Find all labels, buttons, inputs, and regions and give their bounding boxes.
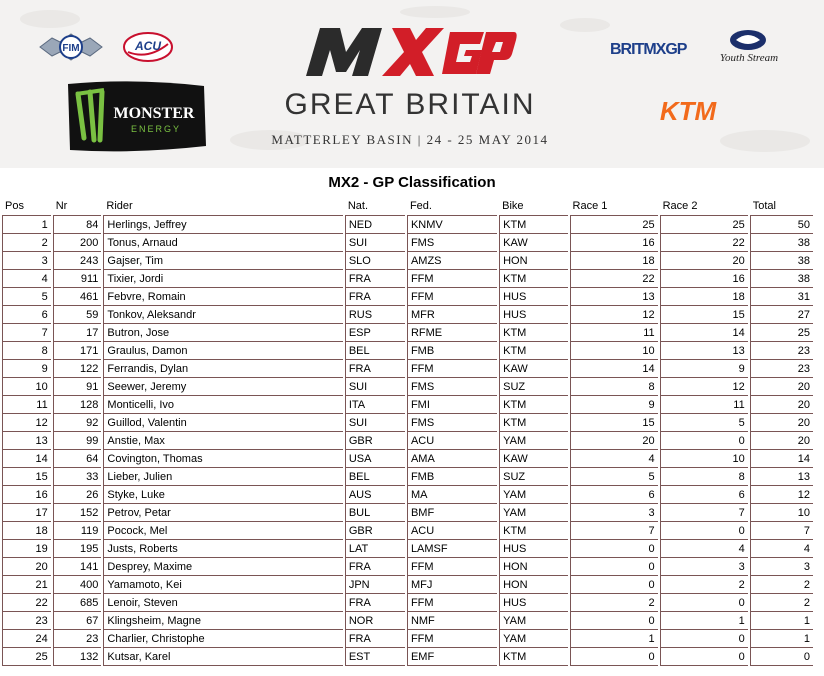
ktm-logo-text: KTM xyxy=(659,96,717,124)
cell-nat: RUS xyxy=(345,306,405,324)
cell-bike: SUZ xyxy=(499,378,567,396)
cell-total: 20 xyxy=(750,378,813,396)
cell-nat: FRA xyxy=(345,360,405,378)
cell-race2: 3 xyxy=(660,558,748,576)
cell-nat: JPN xyxy=(345,576,405,594)
cell-nr: 195 xyxy=(53,540,102,558)
cell-rider: Graulus, Damon xyxy=(103,342,342,360)
cell-race1: 18 xyxy=(570,252,658,270)
cell-race2: 8 xyxy=(660,468,748,486)
column-header-pos: Pos xyxy=(2,197,51,216)
cell-nat: GBR xyxy=(345,432,405,450)
monster-energy-logo xyxy=(64,80,210,154)
cell-pos: 9 xyxy=(2,360,51,378)
cell-nr: 92 xyxy=(53,414,102,432)
cell-race2: 15 xyxy=(660,306,748,324)
cell-fed: FMS xyxy=(407,378,497,396)
cell-fed: RFME xyxy=(407,324,497,342)
fim-logo-text: FIM xyxy=(62,43,80,54)
cell-pos: 8 xyxy=(2,342,51,360)
cell-bike: YAM xyxy=(499,504,567,522)
cell-pos: 18 xyxy=(2,522,51,540)
cell-nat: SUI xyxy=(345,414,405,432)
cell-total: 1 xyxy=(750,630,813,648)
table-header-row xyxy=(2,197,813,216)
table-row xyxy=(2,306,813,324)
cell-nat: FRA xyxy=(345,594,405,612)
svg-text:ENERGY: ENERGY xyxy=(130,124,182,134)
cell-total: 2 xyxy=(750,576,813,594)
cell-race2: 7 xyxy=(660,504,748,522)
cell-race1: 5 xyxy=(570,468,658,486)
table-row xyxy=(2,270,813,288)
cell-rider: Butron, Jose xyxy=(103,324,342,342)
table-row xyxy=(2,486,813,504)
cell-nat: AUS xyxy=(345,486,405,504)
cell-fed: FMI xyxy=(407,396,497,414)
cell-total: 20 xyxy=(750,414,813,432)
cell-total: 20 xyxy=(750,396,813,414)
cell-total: 14 xyxy=(750,450,813,468)
cell-fed: ACU xyxy=(407,432,497,450)
cell-rider: Justs, Roberts xyxy=(103,540,342,558)
column-header-race2: Race 2 xyxy=(660,197,748,216)
cell-rider: Charlier, Christophe xyxy=(103,630,342,648)
cell-total: 7 xyxy=(750,522,813,540)
cell-total: 20 xyxy=(750,432,813,450)
cell-fed: FMB xyxy=(407,342,497,360)
table-row xyxy=(2,288,813,306)
cell-nat: ITA xyxy=(345,396,405,414)
cell-race2: 22 xyxy=(660,234,748,252)
cell-bike: KAW xyxy=(499,450,567,468)
cell-fed: FFM xyxy=(407,288,497,306)
cell-race1: 0 xyxy=(570,540,658,558)
cell-total: 4 xyxy=(750,540,813,558)
cell-race1: 13 xyxy=(570,288,658,306)
cell-race2: 5 xyxy=(660,414,748,432)
cell-fed: MFR xyxy=(407,306,497,324)
cell-rider: Desprey, Maxime xyxy=(103,558,342,576)
cell-pos: 15 xyxy=(2,468,51,486)
column-header-rider: Rider xyxy=(103,197,342,216)
cell-pos: 11 xyxy=(2,396,51,414)
cell-race2: 2 xyxy=(660,576,748,594)
cell-bike: HON xyxy=(499,576,567,594)
cell-nr: 84 xyxy=(53,216,102,234)
cell-rider: Tonus, Arnaud xyxy=(103,234,342,252)
cell-bike: SUZ xyxy=(499,468,567,486)
cell-bike: HUS xyxy=(499,594,567,612)
cell-pos: 14 xyxy=(2,450,51,468)
cell-nat: BUL xyxy=(345,504,405,522)
event-country: GREAT BRITAIN xyxy=(284,88,536,121)
cell-nr: 911 xyxy=(53,270,102,288)
cell-total: 27 xyxy=(750,306,813,324)
cell-fed: EMF xyxy=(407,648,497,666)
cell-race1: 6 xyxy=(570,486,658,504)
cell-rider: Guillod, Valentin xyxy=(103,414,342,432)
cell-race2: 13 xyxy=(660,342,748,360)
cell-bike: KAW xyxy=(499,360,567,378)
cell-total: 50 xyxy=(750,216,813,234)
cell-pos: 22 xyxy=(2,594,51,612)
table-row xyxy=(2,432,813,450)
cell-fed: FMB xyxy=(407,468,497,486)
cell-race1: 10 xyxy=(570,342,658,360)
cell-bike: HON xyxy=(499,252,567,270)
cell-total: 0 xyxy=(750,648,813,666)
cell-rider: Tixier, Jordi xyxy=(103,270,342,288)
cell-pos: 12 xyxy=(2,414,51,432)
cell-race2: 1 xyxy=(660,612,748,630)
table-row xyxy=(2,504,813,522)
acu-logo-text: ACU xyxy=(135,39,161,53)
cell-nr: 132 xyxy=(53,648,102,666)
cell-fed: LAMSF xyxy=(407,540,497,558)
cell-rider: Lieber, Julien xyxy=(103,468,342,486)
cell-nr: 99 xyxy=(53,432,102,450)
cell-nr: 243 xyxy=(53,252,102,270)
cell-bike: KTM xyxy=(499,648,567,666)
youthstream-logo xyxy=(712,28,786,68)
cell-pos: 23 xyxy=(2,612,51,630)
cell-race1: 15 xyxy=(570,414,658,432)
cell-race2: 9 xyxy=(660,360,748,378)
cell-pos: 16 xyxy=(2,486,51,504)
column-header-fed: Fed. xyxy=(407,197,497,216)
cell-bike: KTM xyxy=(499,414,567,432)
table-row xyxy=(2,324,813,342)
cell-total: 3 xyxy=(750,558,813,576)
cell-race2: 0 xyxy=(660,432,748,450)
cell-nat: EST xyxy=(345,648,405,666)
cell-nr: 64 xyxy=(53,450,102,468)
cell-bike: KTM xyxy=(499,396,567,414)
column-header-nr: Nr xyxy=(53,197,102,216)
cell-nr: 171 xyxy=(53,342,102,360)
cell-race2: 25 xyxy=(660,216,748,234)
cell-total: 31 xyxy=(750,288,813,306)
cell-fed: NMF xyxy=(407,612,497,630)
cell-race2: 20 xyxy=(660,252,748,270)
cell-rider: Anstie, Max xyxy=(103,432,342,450)
cell-fed: FMS xyxy=(407,234,497,252)
cell-nr: 685 xyxy=(53,594,102,612)
cell-race1: 9 xyxy=(570,396,658,414)
cell-total: 23 xyxy=(750,342,813,360)
table-row xyxy=(2,558,813,576)
cell-bike: HON xyxy=(499,558,567,576)
cell-rider: Petrov, Petar xyxy=(103,504,342,522)
cell-total: 12 xyxy=(750,486,813,504)
cell-nr: 17 xyxy=(53,324,102,342)
cell-total: 2 xyxy=(750,594,813,612)
cell-fed: FFM xyxy=(407,558,497,576)
table-row xyxy=(2,234,813,252)
cell-fed: BMF xyxy=(407,504,497,522)
cell-nr: 122 xyxy=(53,360,102,378)
cell-rider: Monticelli, Ivo xyxy=(103,396,342,414)
cell-bike: KTM xyxy=(499,216,567,234)
cell-nr: 119 xyxy=(53,522,102,540)
cell-total: 25 xyxy=(750,324,813,342)
column-header-total: Total xyxy=(750,197,813,216)
table-row xyxy=(2,648,813,666)
cell-pos: 3 xyxy=(2,252,51,270)
cell-nr: 128 xyxy=(53,396,102,414)
cell-race1: 0 xyxy=(570,576,658,594)
cell-fed: AMA xyxy=(407,450,497,468)
youthstream-logo-text: Youth Stream xyxy=(719,52,779,64)
fim-logo xyxy=(38,30,104,64)
cell-nr: 59 xyxy=(53,306,102,324)
cell-total: 1 xyxy=(750,612,813,630)
cell-race2: 6 xyxy=(660,486,748,504)
cell-race1: 12 xyxy=(570,306,658,324)
cell-fed: MA xyxy=(407,486,497,504)
cell-pos: 24 xyxy=(2,630,51,648)
cell-rider: Covington, Thomas xyxy=(103,450,342,468)
cell-race2: 12 xyxy=(660,378,748,396)
cell-race1: 7 xyxy=(570,522,658,540)
cell-race1: 8 xyxy=(570,378,658,396)
cell-race1: 4 xyxy=(570,450,658,468)
cell-race1: 11 xyxy=(570,324,658,342)
cell-bike: HUS xyxy=(499,540,567,558)
cell-nat: FRA xyxy=(345,288,405,306)
table-row xyxy=(2,450,813,468)
cell-pos: 2 xyxy=(2,234,51,252)
cell-nr: 400 xyxy=(53,576,102,594)
britmxgp-logo xyxy=(610,36,694,60)
cell-bike: KTM xyxy=(499,270,567,288)
cell-fed: FFM xyxy=(407,360,497,378)
britmxgp-logo-text: BRITMXGP xyxy=(610,41,687,58)
cell-rider: Yamamoto, Kei xyxy=(103,576,342,594)
cell-race1: 1 xyxy=(570,630,658,648)
cell-race1: 0 xyxy=(570,558,658,576)
cell-rider: Herlings, Jeffrey xyxy=(103,216,342,234)
cell-nat: BEL xyxy=(345,342,405,360)
cell-race1: 0 xyxy=(570,648,658,666)
cell-pos: 10 xyxy=(2,378,51,396)
table-row xyxy=(2,360,813,378)
cell-nat: NOR xyxy=(345,612,405,630)
cell-race1: 14 xyxy=(570,360,658,378)
cell-race2: 14 xyxy=(660,324,748,342)
cell-total: 38 xyxy=(750,270,813,288)
cell-fed: FMS xyxy=(407,414,497,432)
cell-pos: 25 xyxy=(2,648,51,666)
cell-nat: ESP xyxy=(345,324,405,342)
table-row xyxy=(2,540,813,558)
cell-rider: Styke, Luke xyxy=(103,486,342,504)
event-banner xyxy=(0,0,824,168)
cell-bike: KTM xyxy=(499,342,567,360)
event-venue-dates: MATTERLEY BASIN | 24 - 25 MAY 2014 xyxy=(271,132,549,147)
table-row xyxy=(2,378,813,396)
cell-pos: 19 xyxy=(2,540,51,558)
table-row xyxy=(2,594,813,612)
cell-nat: NED xyxy=(345,216,405,234)
cell-pos: 4 xyxy=(2,270,51,288)
table-row xyxy=(2,342,813,360)
cell-pos: 20 xyxy=(2,558,51,576)
cell-race1: 0 xyxy=(570,612,658,630)
cell-total: 23 xyxy=(750,360,813,378)
cell-race1: 20 xyxy=(570,432,658,450)
classification-table xyxy=(0,197,815,666)
cell-pos: 6 xyxy=(2,306,51,324)
cell-race2: 0 xyxy=(660,648,748,666)
cell-race1: 3 xyxy=(570,504,658,522)
ktm-logo xyxy=(650,96,726,124)
cell-race2: 10 xyxy=(660,450,748,468)
table-row xyxy=(2,252,813,270)
cell-nat: SLO xyxy=(345,252,405,270)
cell-bike: YAM xyxy=(499,486,567,504)
cell-race2: 16 xyxy=(660,270,748,288)
cell-nat: FRA xyxy=(345,270,405,288)
cell-race2: 11 xyxy=(660,396,748,414)
cell-bike: HUS xyxy=(499,288,567,306)
column-header-nat: Nat. xyxy=(345,197,405,216)
table-row xyxy=(2,612,813,630)
cell-nat: FRA xyxy=(345,558,405,576)
cell-nr: 67 xyxy=(53,612,102,630)
cell-nat: BEL xyxy=(345,468,405,486)
cell-nat: SUI xyxy=(345,378,405,396)
table-row xyxy=(2,216,813,234)
table-row xyxy=(2,468,813,486)
cell-nr: 141 xyxy=(53,558,102,576)
cell-pos: 13 xyxy=(2,432,51,450)
cell-fed: AMZS xyxy=(407,252,497,270)
cell-total: 13 xyxy=(750,468,813,486)
table-row xyxy=(2,576,813,594)
cell-race2: 0 xyxy=(660,630,748,648)
svg-text:MONSTER: MONSTER xyxy=(113,105,195,122)
classification-title: MX2 - GP Classification xyxy=(328,174,496,191)
cell-fed: ACU xyxy=(407,522,497,540)
cell-race1: 22 xyxy=(570,270,658,288)
cell-pos: 5 xyxy=(2,288,51,306)
cell-race1: 16 xyxy=(570,234,658,252)
cell-nat: SUI xyxy=(345,234,405,252)
cell-rider: Ferrandis, Dylan xyxy=(103,360,342,378)
cell-race2: 0 xyxy=(660,522,748,540)
table-body xyxy=(2,216,813,666)
cell-nr: 461 xyxy=(53,288,102,306)
cell-fed: KNMV xyxy=(407,216,497,234)
cell-race2: 4 xyxy=(660,540,748,558)
cell-fed: FFM xyxy=(407,630,497,648)
cell-pos: 21 xyxy=(2,576,51,594)
mxgp-logo xyxy=(300,22,518,80)
cell-rider: Seewer, Jeremy xyxy=(103,378,342,396)
cell-nat: LAT xyxy=(345,540,405,558)
cell-bike: KAW xyxy=(499,234,567,252)
cell-bike: YAM xyxy=(499,612,567,630)
cell-nr: 91 xyxy=(53,378,102,396)
cell-rider: Lenoir, Steven xyxy=(103,594,342,612)
cell-pos: 17 xyxy=(2,504,51,522)
cell-nr: 200 xyxy=(53,234,102,252)
cell-pos: 1 xyxy=(2,216,51,234)
cell-nr: 152 xyxy=(53,504,102,522)
column-header-bike: Bike xyxy=(499,197,567,216)
cell-bike: KTM xyxy=(499,522,567,540)
cell-race2: 0 xyxy=(660,594,748,612)
cell-nr: 26 xyxy=(53,486,102,504)
cell-rider: Kutsar, Karel xyxy=(103,648,342,666)
table-row xyxy=(2,396,813,414)
cell-fed: FFM xyxy=(407,270,497,288)
cell-nr: 23 xyxy=(53,630,102,648)
cell-bike: YAM xyxy=(499,432,567,450)
cell-fed: MFJ xyxy=(407,576,497,594)
column-header-race1: Race 1 xyxy=(570,197,658,216)
cell-rider: Klingsheim, Magne xyxy=(103,612,342,630)
cell-rider: Tonkov, Aleksandr xyxy=(103,306,342,324)
cell-nat: FRA xyxy=(345,630,405,648)
cell-nr: 33 xyxy=(53,468,102,486)
cell-rider: Febvre, Romain xyxy=(103,288,342,306)
cell-race2: 18 xyxy=(660,288,748,306)
cell-total: 38 xyxy=(750,234,813,252)
cell-total: 10 xyxy=(750,504,813,522)
table-row xyxy=(2,522,813,540)
cell-nat: USA xyxy=(345,450,405,468)
acu-logo xyxy=(122,30,174,64)
table-row xyxy=(2,630,813,648)
cell-bike: YAM xyxy=(499,630,567,648)
cell-bike: HUS xyxy=(499,306,567,324)
cell-nat: GBR xyxy=(345,522,405,540)
cell-total: 38 xyxy=(750,252,813,270)
cell-race1: 2 xyxy=(570,594,658,612)
cell-rider: Pocock, Mel xyxy=(103,522,342,540)
cell-rider: Gajser, Tim xyxy=(103,252,342,270)
cell-race1: 25 xyxy=(570,216,658,234)
cell-pos: 7 xyxy=(2,324,51,342)
cell-fed: FFM xyxy=(407,594,497,612)
cell-bike: KTM xyxy=(499,324,567,342)
table-row xyxy=(2,414,813,432)
